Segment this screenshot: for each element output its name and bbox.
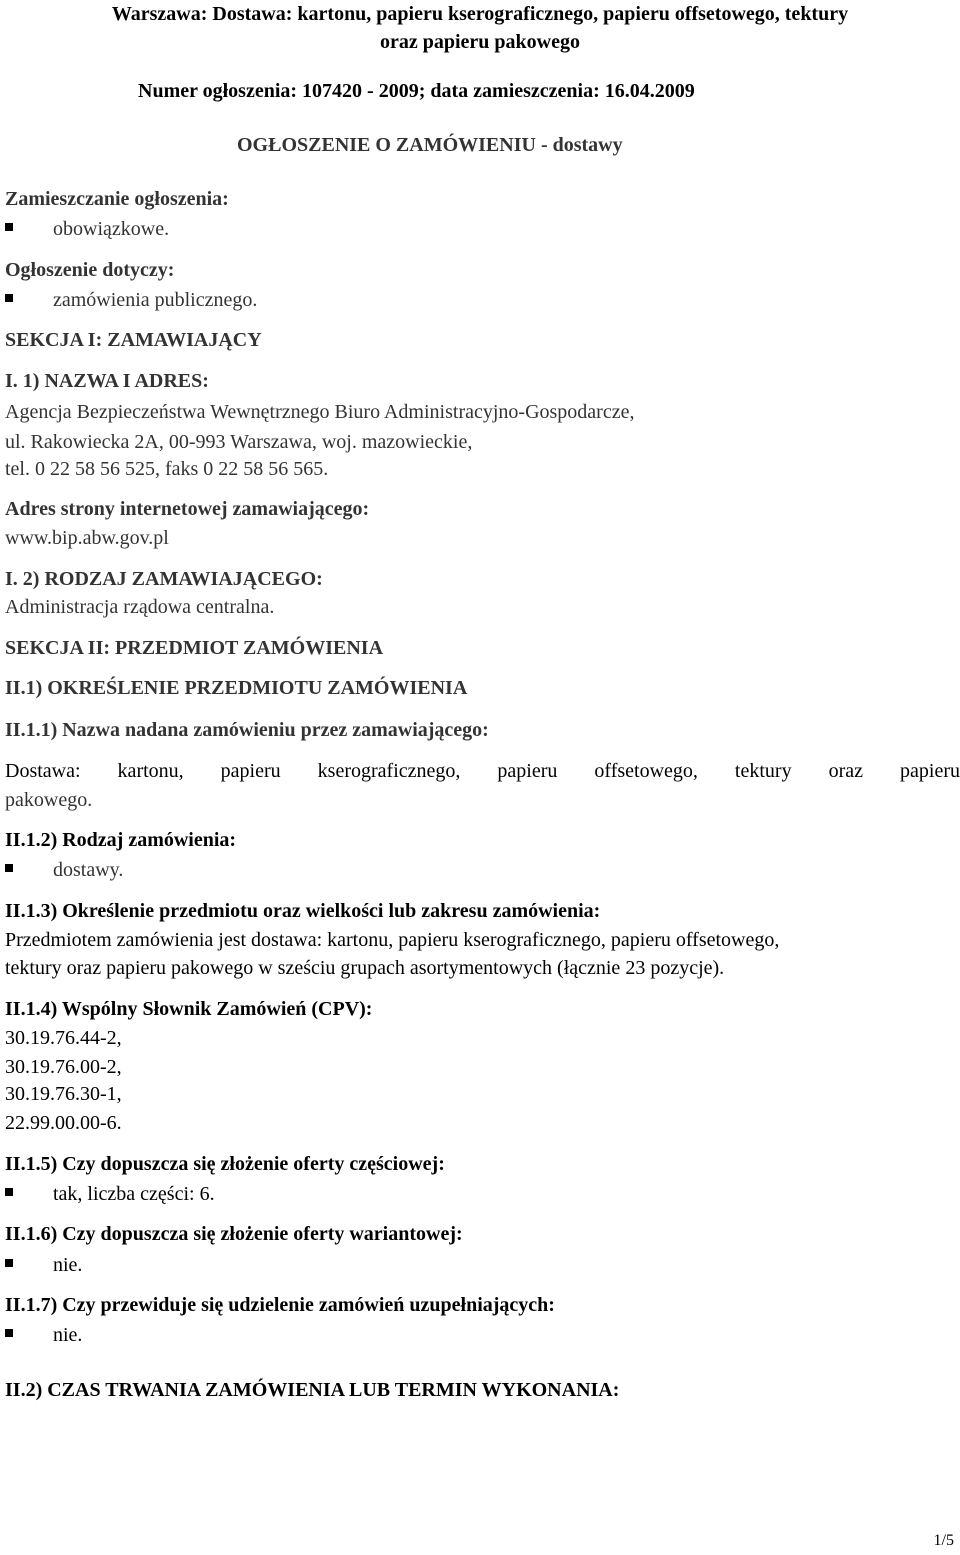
placement-value: obowiązkowe.	[53, 218, 170, 240]
ii2-heading: II.2) CZAS TRWANIA ZAMÓWIENIA LUB TERMIN WYKONANIA:	[5, 1379, 620, 1401]
i1-phone-line: tel. 0 22 58 56 525, faks 0 22 58 56 565.	[5, 458, 329, 480]
i2-value: Administracja rządowa centralna.	[5, 596, 275, 618]
concerns-item	[5, 289, 257, 312]
section-1-heading: SEKCJA I: ZAMAWIAJĄCY	[5, 329, 262, 351]
ii12-value: dostawy.	[53, 859, 124, 881]
placement-item	[5, 218, 169, 241]
cpv-code: 30.19.76.00-2,	[5, 1056, 122, 1078]
i1-name-line: Agencja Bezpieczeństwa Wewnętrznego Biuro Administracyjno-Gospodarcze,	[5, 401, 635, 423]
website-label: Adres strony internetowej zamawiającego:	[5, 498, 370, 520]
bullet-icon	[5, 864, 13, 872]
ii11-line-1: Dostawa: kartonu, papieru kserograficznego, papieru offsetowego, tektury oraz papieru	[5, 760, 960, 782]
i1-heading: I. 1) NAZWA I ADRES:	[5, 370, 209, 392]
ii17-item	[5, 1324, 82, 1347]
concerns-value: zamówienia publicznego.	[53, 289, 258, 311]
ii16-heading: II.1.6) Czy dopuszcza się złożenie oferty wariantowej:	[5, 1223, 463, 1245]
ii14-heading: II.1.4) Wspólny Słownik Zamówień (CPV):	[5, 998, 373, 1020]
placement-label: Zamieszczanie ogłoszenia:	[5, 188, 229, 210]
cpv-code: 22.99.00.00-6.	[5, 1112, 122, 1134]
ii1-heading: II.1) OKREŚLENIE PRZEDMIOTU ZAMÓWIENIA	[5, 677, 468, 699]
cpv-code: 30.19.76.30-1,	[5, 1083, 122, 1105]
bullet-icon	[5, 1329, 13, 1337]
document-title-line-2: oraz papieru pakowego	[380, 31, 580, 53]
bullet-icon	[5, 1188, 13, 1196]
ii12-heading: II.1.2) Rodzaj zamówienia:	[5, 829, 237, 851]
ii15-heading: II.1.5) Czy dopuszcza się złożenie oferty częściowej:	[5, 1153, 445, 1175]
ii17-value: nie.	[53, 1324, 83, 1346]
ii13-heading: II.1.3) Określenie przedmiotu oraz wielkości lub zakresu zamówienia:	[5, 900, 601, 922]
ii17-heading: II.1.7) Czy przewiduje się udzielenie zamówień uzupełniających:	[5, 1294, 555, 1316]
ii11-heading: II.1.1) Nazwa nadana zamówieniu przez zamawiającego:	[5, 719, 489, 741]
notice-number: Numer ogłoszenia: 107420 - 2009; data zamieszczenia: 16.04.2009	[138, 80, 695, 102]
bullet-icon	[5, 294, 13, 302]
website-value: www.bip.abw.gov.pl	[5, 527, 169, 549]
ii16-item	[5, 1254, 82, 1277]
concerns-label: Ogłoszenie dotyczy:	[5, 259, 175, 281]
section-2-heading: SEKCJA II: PRZEDMIOT ZAMÓWIENIA	[5, 637, 384, 659]
cpv-code: 30.19.76.44-2,	[5, 1027, 122, 1049]
document-title-line-1: Warszawa: Dostawa: kartonu, papieru kserograficznego, papieru offsetowego, tektury	[111, 3, 849, 25]
bullet-icon	[5, 223, 13, 231]
ii15-item	[5, 1183, 215, 1206]
ii16-value: nie.	[53, 1254, 83, 1276]
ii15-value: tak, liczba części: 6.	[53, 1183, 215, 1205]
i1-address-line: ul. Rakowiecka 2A, 00-993 Warszawa, woj. mazowieckie,	[5, 431, 473, 453]
ii13-line-2: tektury oraz papieru pakowego w sześciu grupach asortymentowych (łącznie 23 pozycje).	[5, 957, 725, 979]
ii13-line-1: Przedmiotem zamówienia jest dostawa: kartonu, papieru kserograficznego, papieru offsetowego,	[5, 929, 780, 951]
page-number: 1/5	[933, 1532, 954, 1549]
i2-heading: I. 2) RODZAJ ZAMAWIAJĄCEGO:	[5, 568, 323, 590]
ii12-item	[5, 859, 123, 882]
bullet-icon	[5, 1259, 13, 1267]
notice-type: OGŁOSZENIE O ZAMÓWIENIU - dostawy	[237, 134, 623, 156]
ii11-line-2: pakowego.	[5, 789, 93, 811]
